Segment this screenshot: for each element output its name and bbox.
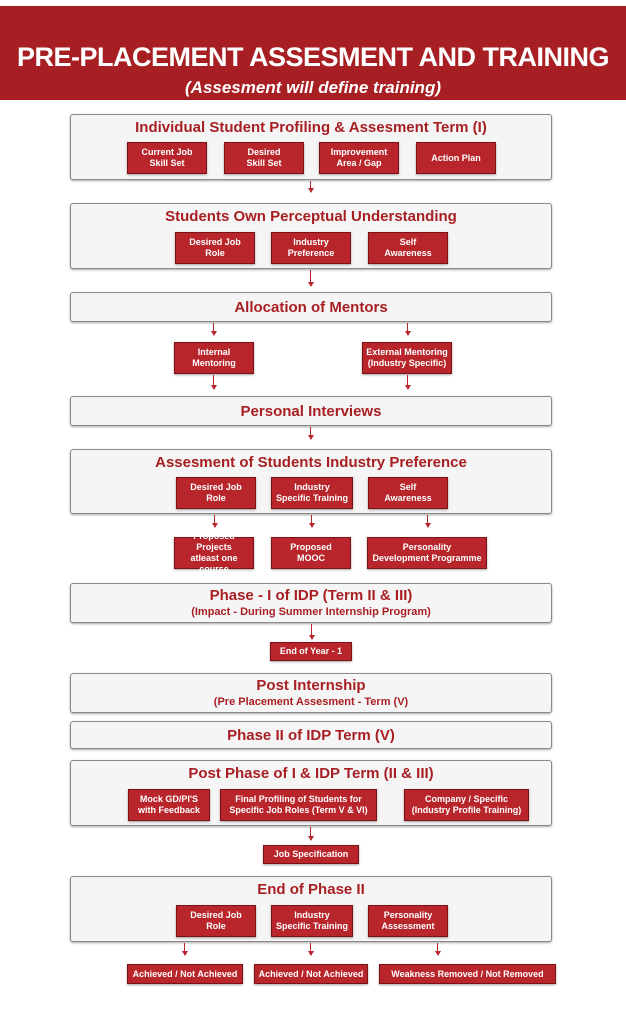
panel-subtitle: (Pre Placement Assesment - Term (V)	[213, 696, 409, 708]
arrow-down-icon	[308, 435, 314, 440]
panel-title: End of Phase II	[257, 881, 365, 898]
page-subtitle: (Assesment will define training)	[185, 78, 441, 97]
box-industry-preference: Industry Preference	[271, 232, 351, 264]
box-industry-specific-training: Industry Specific Training	[271, 477, 353, 509]
box-desired-skill-set: Desired Skill Set	[224, 142, 304, 174]
panel-title: Post Phase of I & IDP Term (II & III)	[188, 765, 434, 782]
box-current-job-skill-set: Current Job Skill Set	[127, 142, 207, 174]
panel-title: Personal Interviews	[240, 403, 382, 420]
panel-title: Students Own Perceptual Understanding	[165, 208, 457, 225]
panel-subtitle: (Impact - During Summer Internship Program)	[191, 606, 431, 618]
box-self-awareness: Self Awareness	[368, 232, 448, 264]
panel-title: Post Internship	[256, 677, 366, 694]
panel-title: Assesment of Students Industry Preference	[155, 454, 467, 471]
panel-title: Allocation of Mentors	[234, 299, 388, 316]
arrow-down-icon	[308, 951, 314, 956]
arrow-down-icon	[308, 836, 314, 841]
box-final-profiling: Final Profiling of Students for Specific Job Roles (Term V & VI)	[220, 789, 377, 821]
box-external-mentoring: External Mentoring (Industry Specific)	[362, 342, 452, 374]
box-proposed-mooc: Proposed MOOC	[271, 537, 351, 569]
box-action-plan: Action Plan	[416, 142, 496, 174]
box-desired-job-role: Desired Job Role	[175, 232, 255, 264]
box-proposed-projects: Proposed Projects atleast one course	[174, 537, 254, 569]
panel-allocation-of-mentors	[70, 292, 552, 322]
box-industry-specific-training: Industry Specific Training	[271, 905, 353, 937]
panel-student-profiling	[70, 114, 552, 180]
milestone-end-of-year-1: End of Year - 1	[270, 642, 352, 661]
panel-title: Individual Student Profiling & Assesment Term (I)	[135, 119, 487, 136]
milestone-job-specification: Job Specification	[263, 845, 359, 864]
header-banner	[0, 6, 626, 100]
box-desired-job-role: Desired Job Role	[176, 905, 256, 937]
box-mock-gd-pi: Mock GD/PI'S with Feedback	[128, 789, 210, 821]
box-desired-job-role: Desired Job Role	[176, 477, 256, 509]
panel-perceptual-understanding	[70, 203, 552, 269]
panel-title: Phase II of IDP Term (V)	[227, 727, 395, 744]
box-self-awareness: Self Awareness	[368, 477, 448, 509]
box-internal-mentoring: Internal Mentoring	[174, 342, 254, 374]
outcome-weakness-removed: Weakness Removed / Not Removed	[379, 964, 556, 984]
arrow-down-icon	[309, 523, 315, 528]
panel-title: Phase - I of IDP (Term II & III)	[209, 587, 413, 604]
arrow-down-icon	[425, 523, 431, 528]
panel-phase-1-idp	[70, 583, 552, 623]
arrow-down-icon	[405, 331, 411, 336]
arrow-down-icon	[309, 635, 315, 640]
arrow-down-icon	[211, 385, 217, 390]
outcome-achieved-1: Achieved / Not Achieved	[127, 964, 243, 984]
panel-end-of-phase-2	[70, 876, 552, 942]
arrow-down-icon	[435, 951, 441, 956]
box-personality-assessment: Personality Assessment	[368, 905, 448, 937]
arrow-down-icon	[405, 385, 411, 390]
arrow-down-icon	[308, 188, 314, 193]
page-title: PRE-PLACEMENT ASSESMENT AND TRAINING	[16, 42, 610, 72]
panel-post-internship	[70, 673, 552, 713]
arrow-down-icon	[211, 331, 217, 336]
arrow-down-icon	[212, 523, 218, 528]
panel-post-phase	[70, 760, 552, 826]
outcome-achieved-2: Achieved / Not Achieved	[254, 964, 368, 984]
arrow-down-icon	[308, 282, 314, 287]
box-personality-development: Personality Development Programme	[367, 537, 487, 569]
box-company-specific: Company / Specific (Industry Profile Training)	[404, 789, 529, 821]
box-improvement-area: Improvement Area / Gap	[319, 142, 399, 174]
panel-industry-preference	[70, 449, 552, 514]
panel-phase-2-idp	[70, 721, 552, 749]
panel-personal-interviews	[70, 396, 552, 426]
arrow-down-icon	[182, 951, 188, 956]
